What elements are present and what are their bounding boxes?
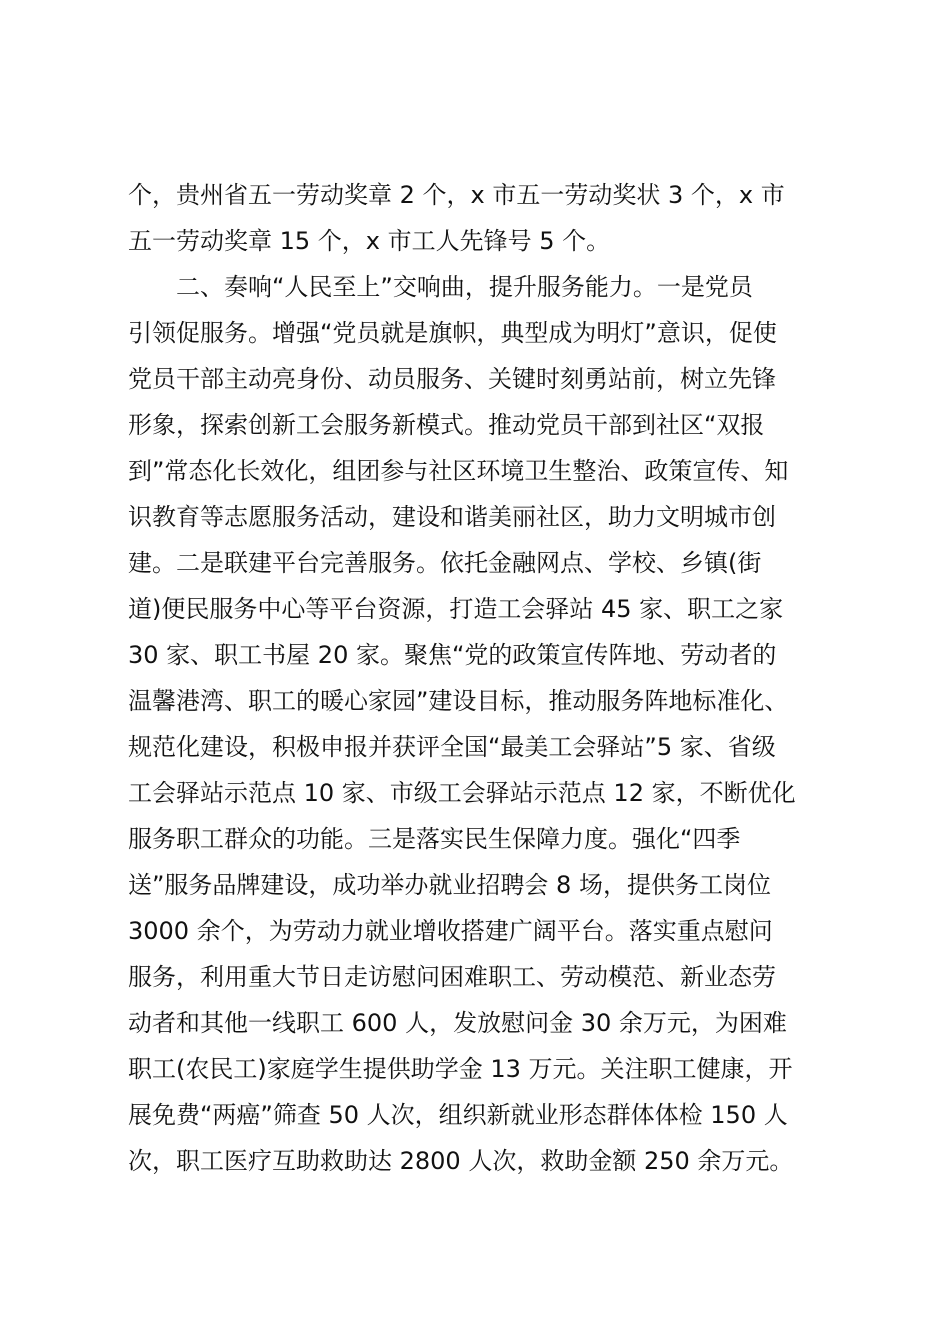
body-text — [128, 172, 838, 1184]
text-line: 党员干部主动亮身份、动员服务、关键时刻勇站前，树立先锋 — [128, 365, 776, 393]
text-line: 五一劳动奖章 15 个，x 市工人先锋号 5 个。 — [128, 227, 611, 255]
text-line: 3000 余个，为劳动力就业增收搭建广阔平台。落实重点慰问 — [128, 917, 773, 945]
text-line: 动者和其他一线职工 600 人，发放慰问金 30 余万元，为困难 — [128, 1009, 787, 1037]
text-line: 识教育等志愿服务活动，建设和谐美丽社区，助力文明城市创 — [128, 503, 776, 531]
text-line: 温馨港湾、职工的暖心家园”建设目标，推动服务阵地标准化、 — [128, 687, 789, 715]
text-line: 个，贵州省五一劳动奖章 2 个，x 市五一劳动奖状 3 个，x 市 — [128, 181, 785, 209]
text-line: 规范化建设，积极申报并获评全国“最美工会驿站”5 家、省级 — [128, 733, 776, 761]
text-line: 引领促服务。增强“党员就是旗帜，典型成为明灯”意识，促使 — [128, 319, 777, 347]
text-line: 次，职工医疗互助救助达 2800 人次，救助金额 250 余万元。 — [128, 1147, 794, 1175]
paragraph-start-line: 二、奏响“人民至上”交响曲，提升服务能力。一是党员 — [176, 273, 753, 301]
text-line: 道)便民服务中心等平台资源，打造工会驿站 45 家、职工之家 — [128, 595, 784, 623]
text-line: 送”服务品牌建设，成功举办就业招聘会 8 场，提供务工岗位 — [128, 871, 771, 899]
text-line: 职工(农民工)家庭学生提供助学金 13 万元。关注职工健康，开 — [128, 1055, 793, 1083]
text-line: 服务职工群众的功能。三是落实民生保障力度。强化“四季 — [128, 825, 741, 853]
text-line: 展免费“两癌”筛查 50 人次，组织新就业形态群体体检 150 人 — [128, 1101, 788, 1129]
text-line: 30 家、职工书屋 20 家。聚焦“党的政策宣传阵地、劳动者的 — [128, 641, 777, 669]
text-line: 建。二是联建平台完善服务。依托金融网点、学校、乡镇(街 — [128, 549, 762, 577]
text-line: 形象，探索创新工会服务新模式。推动党员干部到社区“双报 — [128, 411, 765, 439]
text-line: 到”常态化长效化，组团参与社区环境卫生整治、政策宣传、知 — [128, 457, 789, 485]
text-line: 工会驿站示范点 10 家、市级工会驿站示范点 12 家，不断优化 — [128, 779, 796, 807]
text-line: 服务，利用重大节日走访慰问困难职工、劳动模范、新业态劳 — [128, 963, 776, 991]
